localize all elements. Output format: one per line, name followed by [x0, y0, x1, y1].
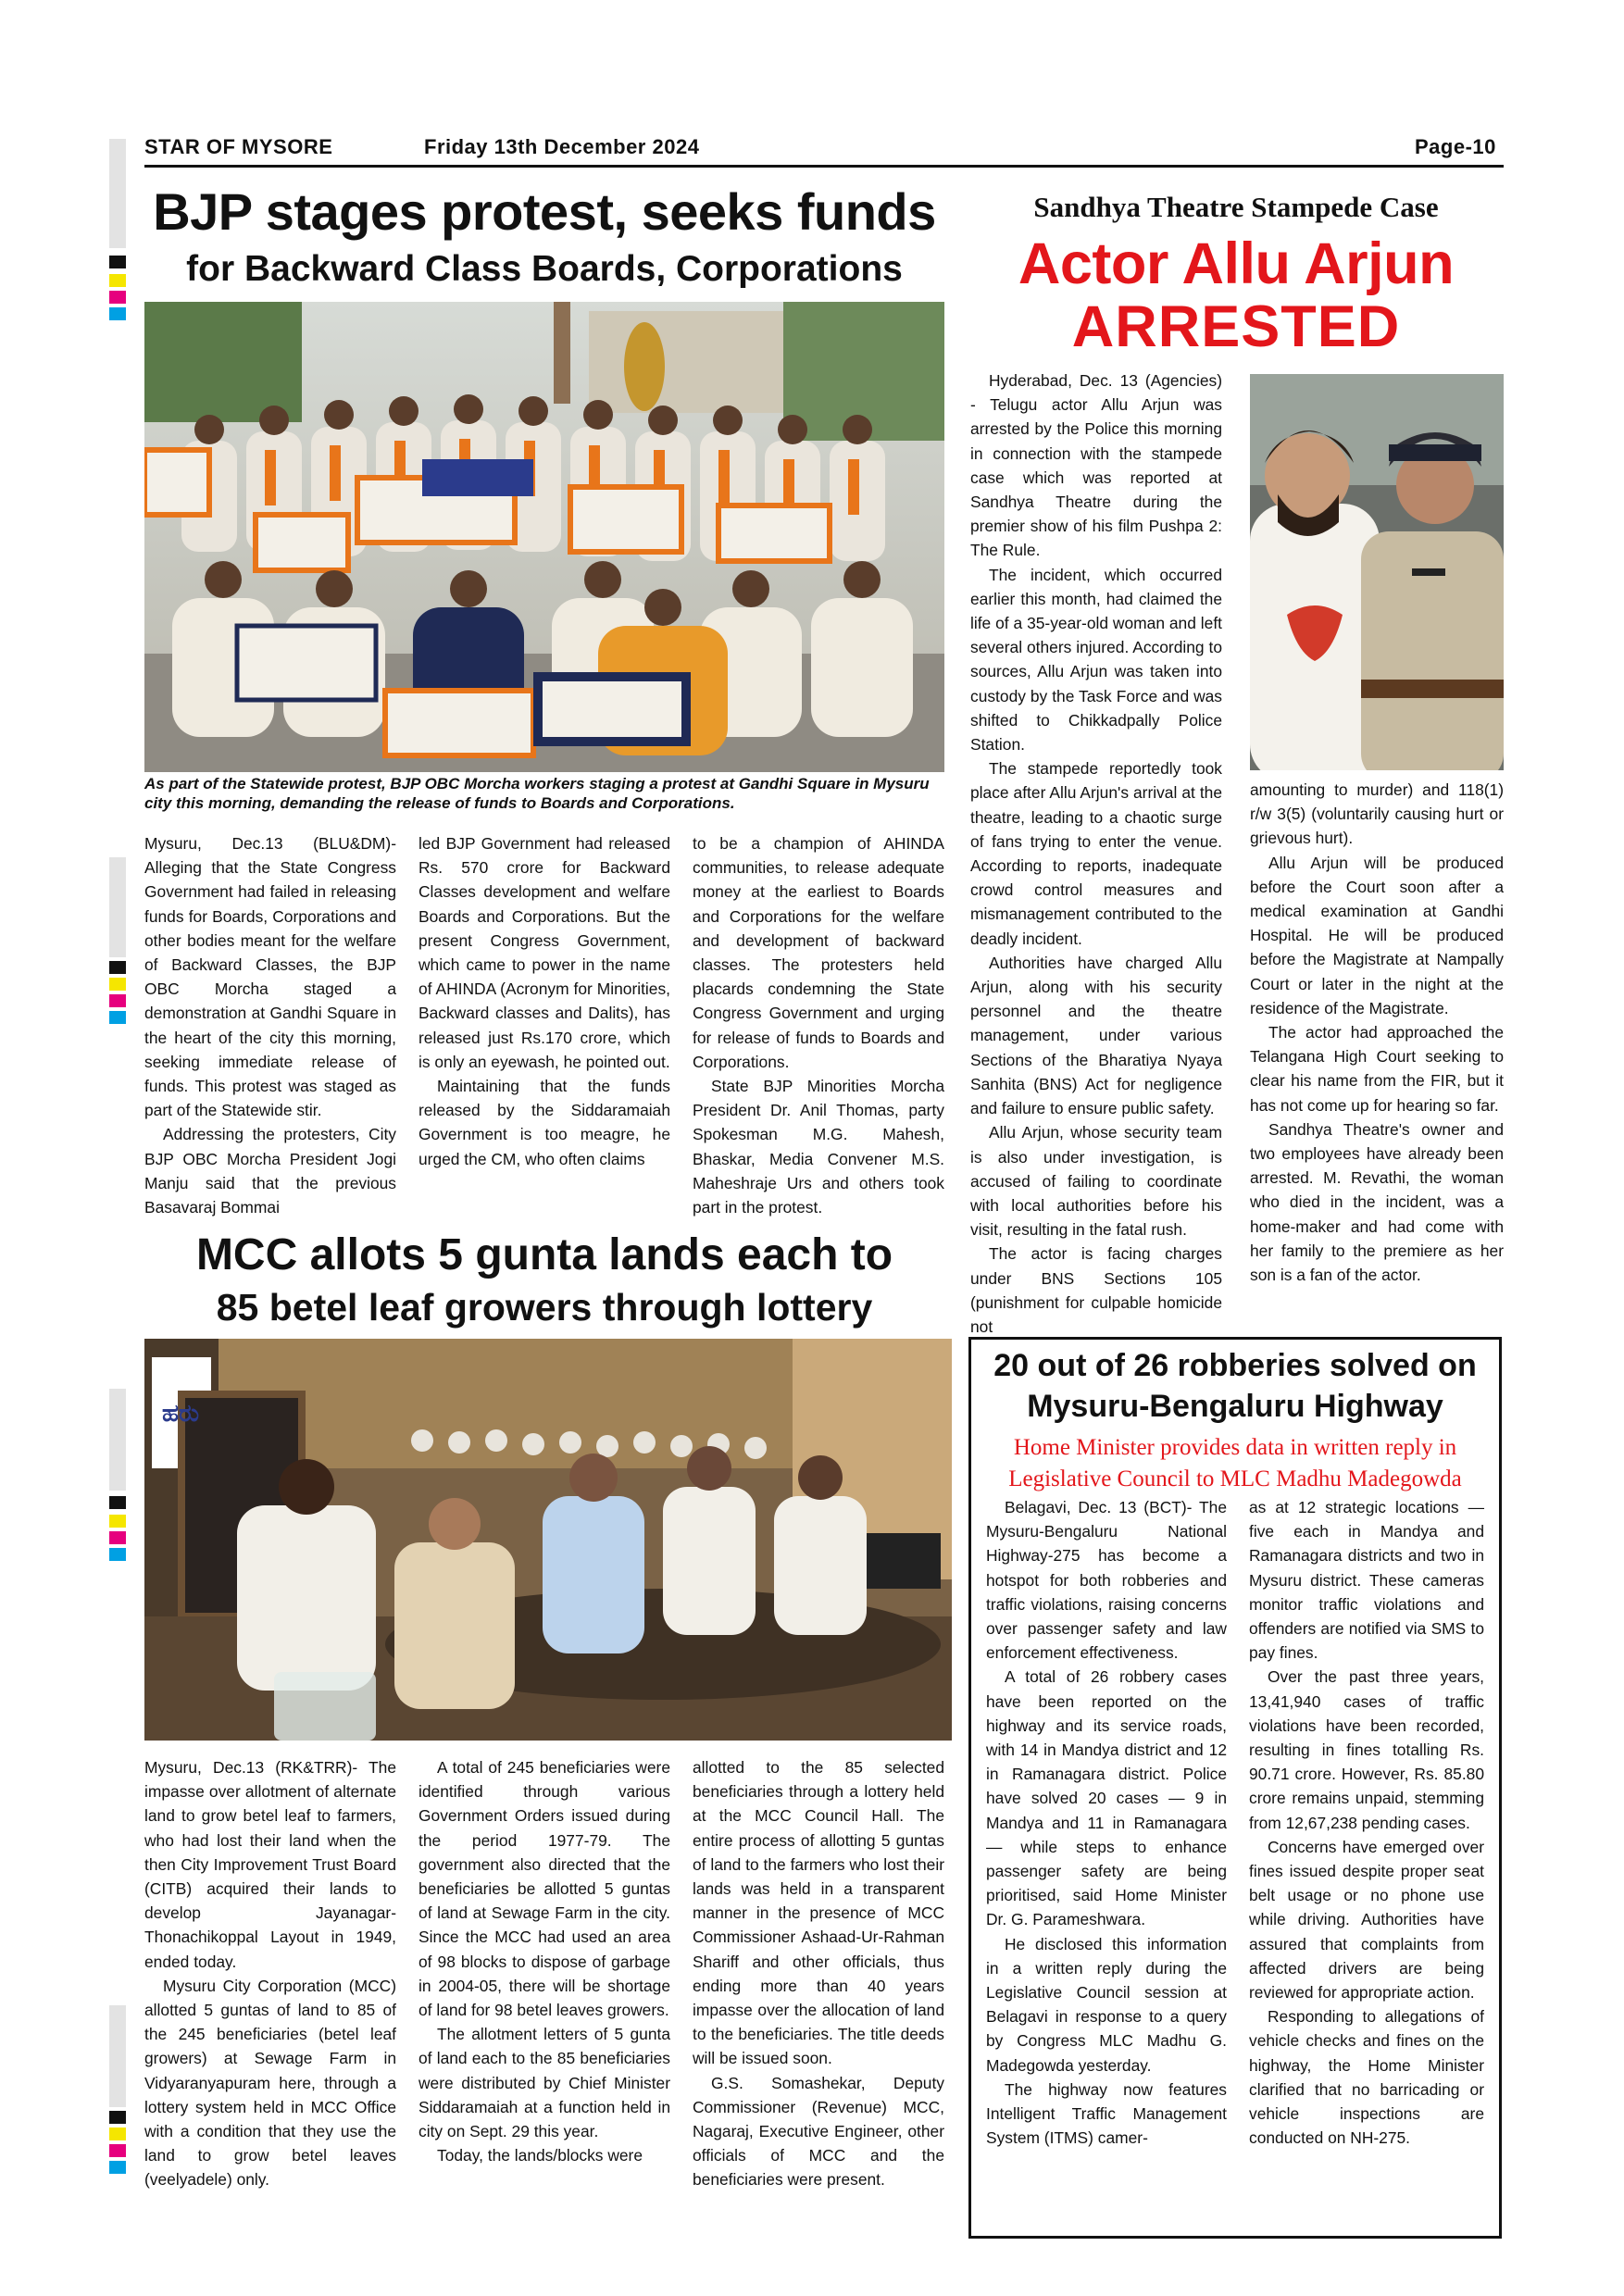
- paragraph: A total of 245 beneficiaries were identified through various Government Orders issued during the period 1977-79. The government also directed that the beneficiaries be allotted 5 guntas of land at Sewage Farm in the city. Since the MCC had used an area of 98 blocks to dispose of garbage in 2004-05, there will be shortage of land for 98 betel leaves growers.: [418, 1758, 670, 2020]
- paragraph: The highway now features Intelligent Traffic Management System (ITMS) camer-: [986, 2079, 1227, 2148]
- paragraph: as at 12 strategic locations — five each in Mandya and Ramanagara districts and two in Mysuru district. These cameras monitor traffic violations and offenders are notified via SMS to pay fines.: [1249, 1498, 1484, 1663]
- council-wall-sign: ಹರು: [161, 1400, 200, 1428]
- reg-cyan-swatch: [109, 2161, 126, 2174]
- allu-headline-1: Actor Allu Arjun: [1018, 231, 1455, 296]
- allu-column-2: [1250, 778, 1504, 1287]
- robbery-column-2: [1249, 1495, 1484, 2150]
- reg-bar: [109, 2005, 126, 2107]
- reg-magenta-swatch: [109, 1531, 126, 1544]
- bjp-column-3: [693, 831, 944, 1219]
- robbery-column-1: [986, 1495, 1227, 2150]
- paragraph: amounting to murder) and 118(1) r/w 3(5) (voluntarily causing hurt or grievous hurt).: [1250, 780, 1504, 848]
- paragraph: State BJP Minorities Morcha President Dr. Anil Thomas, party Spokesman M.G. Mahesh, Bhaskar, Media Convener M.S. Maheshraje Urs and others took part in the protest.: [693, 1077, 944, 1217]
- allu-headline-2: ARRESTED: [1071, 294, 1401, 359]
- paragraph: The actor had approached the Telangana High Court seeking to clear his name from the FIR, but it has not come up for hearing so far.: [1250, 1023, 1504, 1115]
- paragraph: Mysuru, Dec.13 (RK&TRR)- The impasse over allotment of alternate land to grow betel leaf to farmers, who had lost their land when the then City Improvement Trust Board (CITB) acquired their lands to develop Jayanagar-Thonachikoppal Layout in 1949, ended today.: [144, 1758, 396, 1971]
- bjp-column-1: [144, 831, 396, 1219]
- reg-bar: [109, 1389, 126, 1491]
- reg-cyan-swatch: [109, 1548, 126, 1561]
- mcc-headline: MCC allots 5 gunta lands each to: [195, 1230, 893, 1279]
- bjp-headline: BJP stages protest, seeks funds: [153, 182, 936, 241]
- protest-photo-icon: [144, 302, 944, 772]
- paragraph: Addressing the protesters, City BJP OBC Morcha President Jogi Manju said that the previous Basavaraj Bommai: [144, 1125, 396, 1217]
- paragraph: Sandhya Theatre's owner and two employees have already been arrested. M. Revathi, the woman who died in the incident, was a home-maker and had come with her family to the premiere as her son is a fan of the actor.: [1250, 1119, 1504, 1285]
- paragraph: Responding to allegations of vehicle checks and fines on the highway, the Home Minister clarified that no barricading or vehicle inspections are conducted on NH-275.: [1249, 2007, 1484, 2148]
- paragraph: Over the past three years, 13,41,940 cases of traffic violations have been recorded, resulting in fines totalling Rs. 90.71 crore. However, Rs. 85.80 crore remains unpaid, stemming from 12,67,238 pending cases.: [1249, 1667, 1484, 1832]
- robbery-deck-1: Home Minister provides data in written reply in: [1013, 1435, 1457, 1460]
- paragraph: The allotment letters of 5 gunta of land each to the 85 beneficiaries were distributed by Chief Minister Siddaramaiah at a function held in city on Sept. 29 this year.: [418, 2025, 670, 2141]
- paragraph: allotted to the 85 selected beneficiaries through a lottery held at the MCC Council Hall. The entire process of allotting 5 guntas of land to the farmers who lost their lands was held in a transparent manner in the presence of MCC Commissioner Ashaad-Ur-Rahman Shariff and other officials, thus ending more than 40 years impasse over the allocation of land to the beneficiaries. The title deeds will be issued soon.: [693, 1758, 944, 2068]
- paragraph: The actor is facing charges under BNS Sections 105 (punishment for culpable homicide not: [970, 1244, 1222, 1336]
- reg-yellow-swatch: [109, 2128, 126, 2140]
- paragraph: Allu Arjun will be produced before the Court soon after a medical examination at Gandhi Hospital. He will be produced before the Magistrate at Nampally Court or later in the night at the residence of the Magistrate.: [1250, 853, 1504, 1017]
- robbery-story-box: [968, 1337, 1502, 2239]
- paragraph: The incident, which occurred earlier this month, had claimed the life of a 35-year-old woman and left several others injured. According to sources, Allu Arjun was taken into custody by the Task Force and was shifted to Chikkadpally Police Station.: [970, 565, 1222, 755]
- reg-black-swatch: [109, 2111, 126, 2124]
- reg-bar: [109, 139, 126, 248]
- reg-yellow-swatch: [109, 978, 126, 991]
- allu-column-1: [970, 368, 1222, 1339]
- paragraph: led BJP Government had released Rs. 570 crore for Backward Classes development and welfare Boards and Corporations. But the present Congress Government, which came to power in the name of AHINDA (Acronym for Minorities, Backward classes and Dalits), has released just Rs.170 crore, which is only an eyewash, he pointed out.: [418, 834, 670, 1071]
- robbery-headline-1: 20 out of 26 robberies solved on: [993, 1348, 1477, 1383]
- page-number: Page-10: [1415, 135, 1496, 158]
- paragraph: Authorities have charged Allu Arjun, along with his security personnel and the theatre management, under various Sections of the Bharatiya Nyaya Sanhita (BNS) Act for negligence and failure to ensure public safety.: [970, 953, 1222, 1118]
- mcc-column-1: [144, 1755, 396, 2192]
- paragraph: Hyderabad, Dec. 13 (Agencies) - Telugu actor Allu Arjun was arrested by the Police this morning in connection with the stampede case which was reported at Sandhya Theatre during the premier show of his film Pushpa 2: The Rule.: [970, 371, 1222, 560]
- issue-date: Friday 13th December 2024: [424, 135, 700, 158]
- bjp-column-2: [418, 831, 670, 1171]
- reg-black-swatch: [109, 256, 126, 268]
- reg-yellow-swatch: [109, 1515, 126, 1528]
- paper-name: STAR OF MYSORE: [144, 135, 333, 158]
- paragraph: to be a champion of AHINDA communities, to release adequate money at the earliest to Boards and Corporations for the welfare and development of backward classes. The protesters held placards condemning the State Congress Government and urging for release of funds to Boards and Corporations.: [693, 834, 944, 1071]
- paragraph: Mysuru City Corporation (MCC) allotted 5 guntas of land to 85 of the 245 beneficiaries (betel leaf growers) at Sewage Farm in Vidyaranyapuram here, through a lottery system held in MCC Office with a condition that they use the land to grow betel leaves (veelyadele) only.: [144, 1976, 396, 2190]
- council-hall-photo-icon: [144, 1339, 952, 1741]
- reg-magenta-swatch: [109, 2144, 126, 2157]
- bjp-photo-caption: As part of the Statewide protest, BJP OBC Morcha workers staging a protest at Gandhi Square in Mysuru city this morning, demanding the release of funds to Boards and Corporations.: [144, 775, 930, 812]
- paragraph: Today, the lands/blocks were: [437, 2146, 643, 2165]
- paragraph: The stampede reportedly took place after Allu Arjun's arrival at the theatre, leading to a chaotic surge of fans trying to enter the venue. According to reports, inadequate crowd control measures and mismanagement contributed to the deadly incident.: [970, 759, 1222, 948]
- paragraph: Maintaining that the funds released by the Siddaramaiah Government is too meagre, he urged the CM, who often claims: [418, 1077, 670, 1168]
- mcc-subheadline: 85 betel leaf growers through lottery: [216, 1286, 873, 1329]
- allu-arjun-photo-icon: [1250, 374, 1504, 770]
- paragraph: A total of 26 robbery cases have been reported on the highway and its service roads, with 14 in Mandya district and 12 in Ramanagara district. Police have solved 20 cases — 9 in Mandya and 11 in Ramanagara — while steps to enhance passenger safety are being prioritised, said Home Minister Dr. G. Parameshwara.: [986, 1667, 1227, 1929]
- reg-magenta-swatch: [109, 291, 126, 304]
- paragraph: Belagavi, Dec. 13 (BCT)- The Mysuru-Bengaluru National Highway-275 has become a hotspot for both robberies and traffic violations, raising concerns over passenger safety and law enforcement effectiveness.: [986, 1498, 1227, 1663]
- reg-cyan-swatch: [109, 307, 126, 320]
- reg-magenta-swatch: [109, 994, 126, 1007]
- reg-bar: [109, 857, 126, 957]
- masthead-rule: [144, 165, 1504, 168]
- mcc-column-3: [693, 1755, 944, 2192]
- mcc-column-2: [418, 1755, 670, 2167]
- paragraph: Mysuru, Dec.13 (BLU&DM)- Alleging that the State Congress Government had failed in releasing funds for Boards, Corporations and other bodies meant for the welfare of Backward Classes, the BJP OBC Morcha staged a demonstration at Gandhi Square in the heart of the city this morning, seeking immediate release of funds. This protest was staged as part of the Statewide stir.: [144, 834, 396, 1120]
- bjp-subheadline: for Backward Class Boards, Corporations: [186, 249, 903, 289]
- paragraph: Allu Arjun, whose security team is also under investigation, is accused of failing to coordinate with local authorities before his visit, resulting in the fatal rush.: [970, 1123, 1222, 1240]
- reg-black-swatch: [109, 1496, 126, 1509]
- reg-yellow-swatch: [109, 274, 126, 287]
- reg-cyan-swatch: [109, 1011, 126, 1024]
- robbery-headline-2: Mysuru-Bengaluru Highway: [1027, 1389, 1443, 1424]
- reg-black-swatch: [109, 961, 126, 974]
- paragraph: G.S. Somashekar, Deputy Commissioner (Revenue) MCC, Nagaraj, Executive Engineer, other officials of MCC and the beneficiaries were present.: [693, 2073, 944, 2190]
- paragraph: Concerns have emerged over fines issued despite proper seat belt usage or no phone use while driving. Authorities have assured that complaints from affected drivers are being reviewed for appropriate action.: [1249, 1837, 1484, 2003]
- robbery-deck-2: Legislative Council to MLC Madhu Madegowda: [1008, 1466, 1462, 1491]
- paragraph: He disclosed this information in a written reply during the Legislative Council session at Belagavi in response to a query by Congress MLC Madhu G. Madegowda yesterday.: [986, 1934, 1227, 2075]
- allu-kicker: Sandhya Theatre Stampede Case: [1033, 191, 1439, 223]
